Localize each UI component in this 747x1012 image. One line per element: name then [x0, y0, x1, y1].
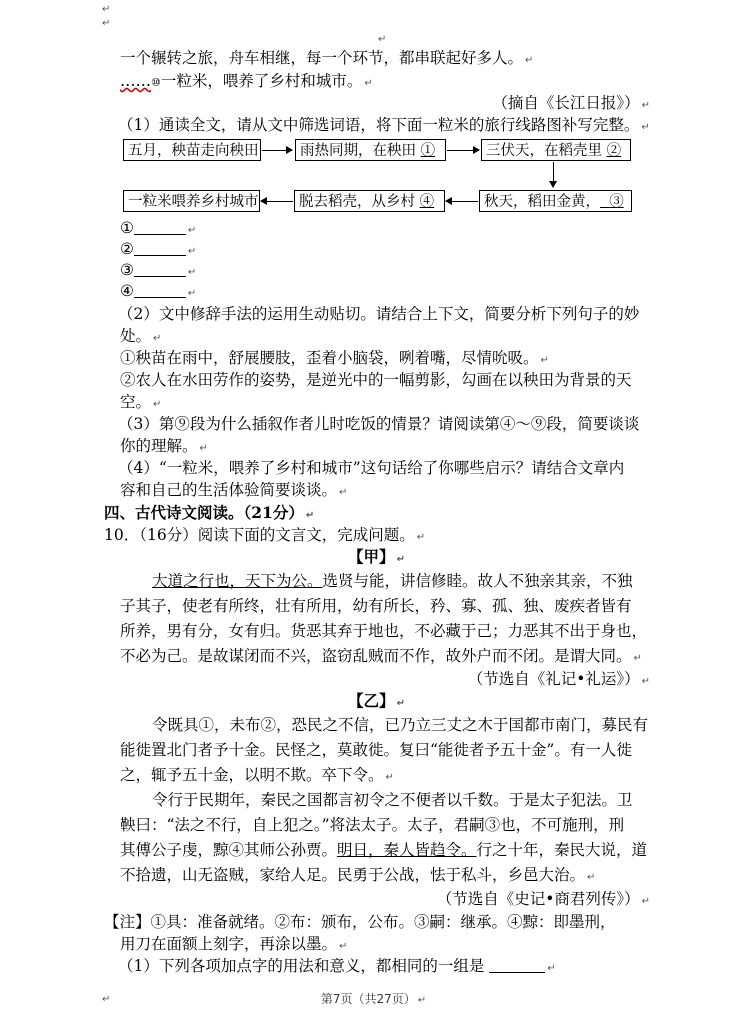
- answer-line-1: ① ↵: [120, 219, 197, 237]
- question-3: （3）第⑨段为什么插叙作者儿时吃饭的情景？请阅读第④～⑨段，简要谈谈: [118, 415, 640, 433]
- source-citation: （摘自《长江日报》） ↵: [492, 94, 650, 112]
- question-4-cont: 容和自己的生活体验简要谈谈。 ↵: [120, 481, 348, 499]
- yi-line: 不拾遗，山无盗贼，家给人足。民勇于公战，怯于私斗，乡邑大治。 ↵: [120, 866, 596, 884]
- jia-line: 子其子，使老有所终，壮有所用，幼有所长，矜、寡、孤、独、废疾者皆有: [120, 597, 632, 615]
- paragraph-mark: ↵: [102, 18, 111, 29]
- passage-line: 一个辗转之旅，舟车相继，每一个环节，都串联起好多人。 ↵: [120, 49, 534, 67]
- paragraph-mark: ↵: [102, 994, 111, 1005]
- sentence-1: ①秧苗在雨中，舒展腰肢，歪着小脑袋，咧着嘴，尽情吮吸。 ↵: [120, 349, 549, 367]
- section-heading: 四、古代诗文阅读。（21分） ↵: [104, 503, 315, 522]
- flow-box-1: 五月，秧苗走向秧田: [123, 139, 261, 161]
- question-10: 10．（16分）阅读下面的文言文，完成问题。 ↵: [104, 526, 426, 544]
- flow-arrow-down: [553, 162, 554, 187]
- jia-line: 大道之行也，天下为公。选贤与能，讲信修睦。故人不独亲其亲，不独: [152, 572, 633, 590]
- jia-line: 不必为己。是故谋闭而不兴，盗窃乱贼而不作，故外户而不闭。是谓大同。 ↵: [120, 647, 642, 665]
- answer-line-4: ④ ↵: [120, 282, 197, 300]
- flow-box-2: 雨热同期，在秧田 ①: [295, 139, 446, 161]
- sentence-2-cont: 空。 ↵: [120, 393, 162, 411]
- answer-line-3: ③ ↵: [120, 261, 197, 279]
- notes: 【注】①具：准备就绪。②布：颁布，公布。③嗣：继承。④黥：即墨刑，: [104, 913, 616, 931]
- flow-arrow: [262, 150, 292, 151]
- passage-line: ……⑩一粒米，喂养了乡村和城市。 ↵: [120, 72, 373, 90]
- paragraph-mark: ↵: [102, 4, 111, 15]
- question-2-cont: 处。 ↵: [120, 327, 162, 345]
- question-1: （1）通读全文，请从文中筛选词语，将下面一粒米的旅行线路图补写完整。 ↵: [118, 116, 650, 134]
- yi-line: 之，辄予五十金，以明不欺。卒下令。 ↵: [120, 766, 394, 784]
- flow-arrow: [261, 201, 293, 202]
- yi-line: 其傅公子虔，黥④其师公孙贾。明日，秦人皆趋令。行之十年，秦民大说，道: [120, 841, 648, 859]
- yi-source: （节选自《史记•商君列传》） ↵: [436, 890, 650, 908]
- flow-box-5: 脱去稻壳，从乡村 ④: [294, 190, 445, 212]
- paragraph-mark: ↵: [378, 34, 387, 45]
- flow-box-6: 一粒米喂养乡村城市: [123, 190, 260, 212]
- passage-yi-title: 【乙】 ↵: [348, 691, 405, 710]
- sentence-2: ②农人在水田劳作的姿势，是逆光中的一幅剪影，勾画在以秧田为背景的天: [120, 371, 632, 389]
- question-2: （2）文中修辞手法的运用生动贴切。请结合上下文，简要分析下列句子的妙: [118, 305, 640, 323]
- yi-line: 鞅曰：“法之不行，自上犯之。”将法太子。太子，君嗣③也，不可施刑，刑: [120, 816, 625, 834]
- passage-jia-title: 【甲】 ↵: [348, 547, 405, 566]
- question-4: （4）“一粒米，喂养了乡村和城市”这句话给了你哪些启示？请结合文章内: [118, 459, 625, 477]
- flow-arrow: [446, 201, 478, 202]
- flow-box-4: 秋天，稻田金黄， ③: [479, 190, 632, 212]
- answer-line-2: ② ↵: [120, 240, 197, 258]
- flow-arrow: [447, 150, 479, 151]
- question-3-cont: 你的理解。 ↵: [120, 437, 208, 455]
- notes-cont: 用刀在面额上刻字，再涂以墨。 ↵: [120, 935, 348, 953]
- jia-line: 所养，男有分，女有归。货恶其弃于地也，不必藏于己；力恶其不出于身也，: [120, 622, 648, 640]
- yi-line: 令既具①，未布②，恐民之不信，已乃立三丈之木于国都市南门，募民有: [152, 716, 649, 734]
- yi-line: 能徙置北门者予十金。民怪之，莫敢徙。复曰“能徙者予五十金”。有一人徙: [120, 741, 632, 759]
- yi-line: 令行于民期年，秦民之国都言初令之不便者以千数。于是太子犯法。卫: [152, 791, 633, 809]
- flow-box-3: 三伏天，在稻壳里 ②: [481, 139, 631, 161]
- page-footer: 第7页（共27页） ↵: [320, 992, 427, 1006]
- question-10-1: （1）下列各项加点字的用法和意义，都相同的一组是 ↵: [118, 957, 556, 975]
- jia-source: （节选自《礼记•礼运》） ↵: [467, 670, 650, 688]
